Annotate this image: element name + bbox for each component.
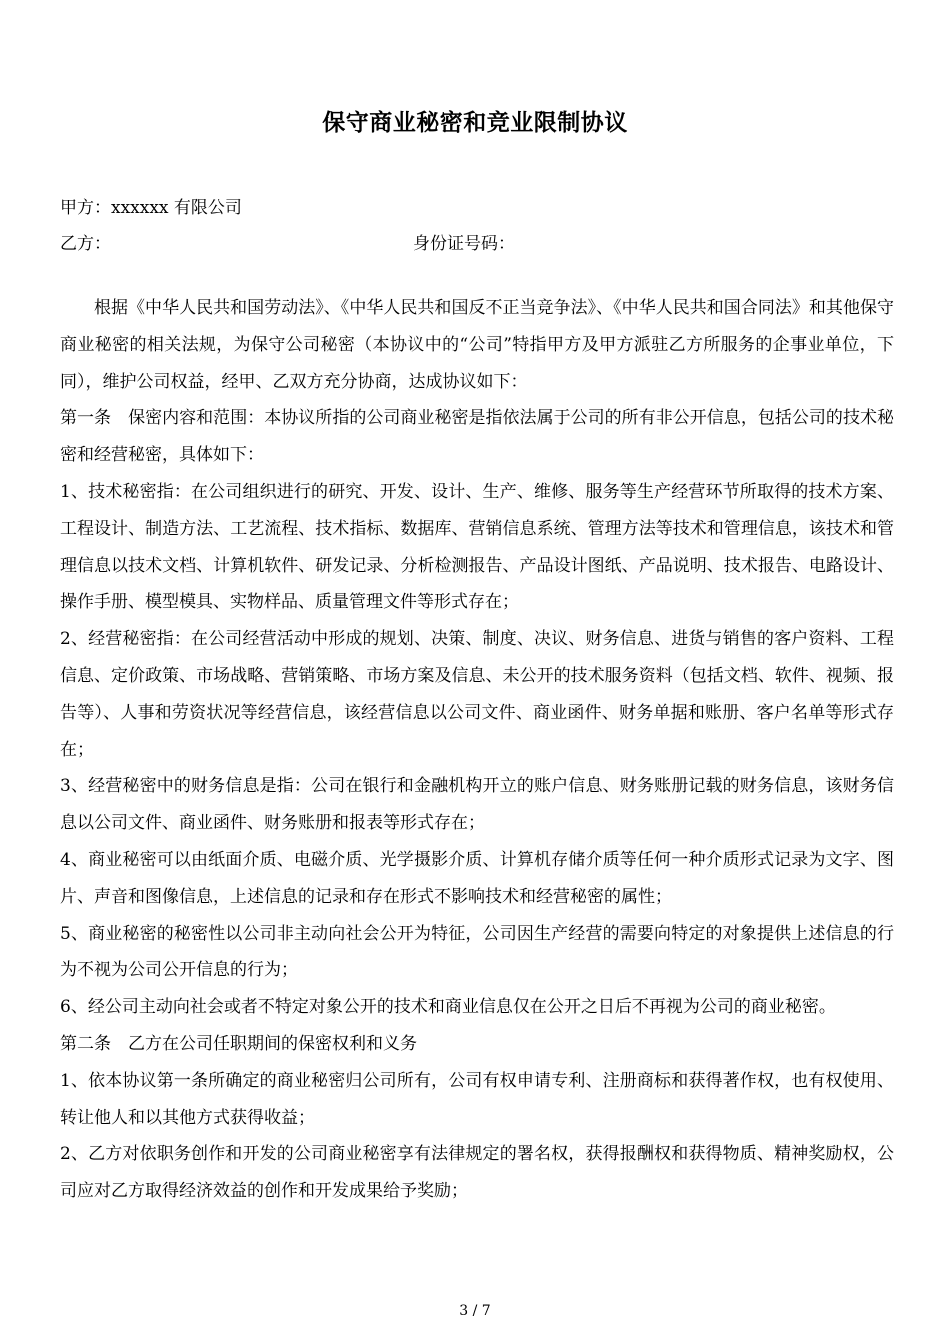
id-number-label: 身份证号码： xyxy=(413,234,515,254)
party-b-line: 乙方： xyxy=(60,234,111,254)
agreement-body xyxy=(60,290,894,1210)
preamble-paragraph: 根据《中华人民共和国劳动法》、《中华人民共和国反不正当竞争法》、《中华人民共和国合同法》和其他保守商业秘密的相关法规，为保守公司秘密（本协议中的“公司”特指甲方及甲方派驻乙方所服务的企事业单位，下同），维护公司权益，经甲、乙双方充分协商，达成协议如下： xyxy=(60,298,894,392)
clause-2-1: 1、依本协议第一条所确定的商业秘密归公司所有，公司有权申请专利、注册商标和获得著作权，也有权使用、转让他人和以其他方式获得收益； xyxy=(60,1070,894,1128)
clause-1-1: 1、技术秘密指：在公司组织进行的研究、开发、设计、生产、维修、服务等生产经营环节所取得的技术方案、工程设计、制造方法、工艺流程、技术指标、数据库、营销信息系统、管理方法等技术和管理信息，该技术和管理信息以技术文档、计算机软件、研发记录、分析检测报告、产品设计图纸、产品说明、技术报告、电路设计、操作手册、模型模具、实物样品、质量管理文件等形式存在； xyxy=(60,481,894,613)
clause-1-6: 6、经公司主动向社会或者不特定对象公开的技术和商业信息仅在公开之日后不再视为公司的商业秘密。 xyxy=(60,997,836,1018)
page-number: 3 / 7 xyxy=(459,1303,491,1319)
article-1-heading: 第一条 保密内容和范围：本协议所指的公司商业秘密是指依法属于公司的所有非公开信息，包括公司的技术秘密和经营秘密，具体如下： xyxy=(60,408,894,466)
article-2-heading: 第二条 乙方在公司任职期间的保密权利和义务 xyxy=(60,1033,417,1054)
clause-1-3: 3、经营秘密中的财务信息是指：公司在银行和金融机构开立的账户信息、财务账册记载的财务信息，该财务信息以公司文件、商业函件、财务账册和报表等形式存在； xyxy=(60,776,894,834)
clause-2-2: 2、乙方对依职务创作和开发的公司商业秘密享有法律规定的署名权，获得报酬权和获得物质、精神奖励权，公司应对乙方取得经济效益的创作和开发成果给予奖励； xyxy=(60,1144,894,1202)
clause-1-5: 5、商业秘密的秘密性以公司非主动向社会公开为特征，公司因生产经营的需要向特定的对象提供上述信息的行为不视为公司公开信息的行为； xyxy=(60,923,894,981)
clause-1-4: 4、商业秘密可以由纸面介质、电磁介质、光学摄影介质、计算机存储介质等任何一种介质形式记录为文字、图片、声音和图像信息，上述信息的记录和存在形式不影响技术和经营秘密的属性； xyxy=(60,849,894,907)
clause-1-2: 2、经营秘密指：在公司经营活动中形成的规划、决策、制度、决议、财务信息、进货与销售的客户资料、工程信息、定价政策、市场战略、营销策略、市场方案及信息、未公开的技术服务资料（包括文档、软件、视频、报告等）、人事和劳资状况等经营信息，该经营信息以公司文件、商业函件、财务单据和账册、客户名单等形式存在； xyxy=(60,629,894,760)
document-title: 保守商业秘密和竞业限制协议 xyxy=(322,109,628,136)
party-a-line: 甲方：xxxxxx 有限公司 xyxy=(60,198,242,218)
